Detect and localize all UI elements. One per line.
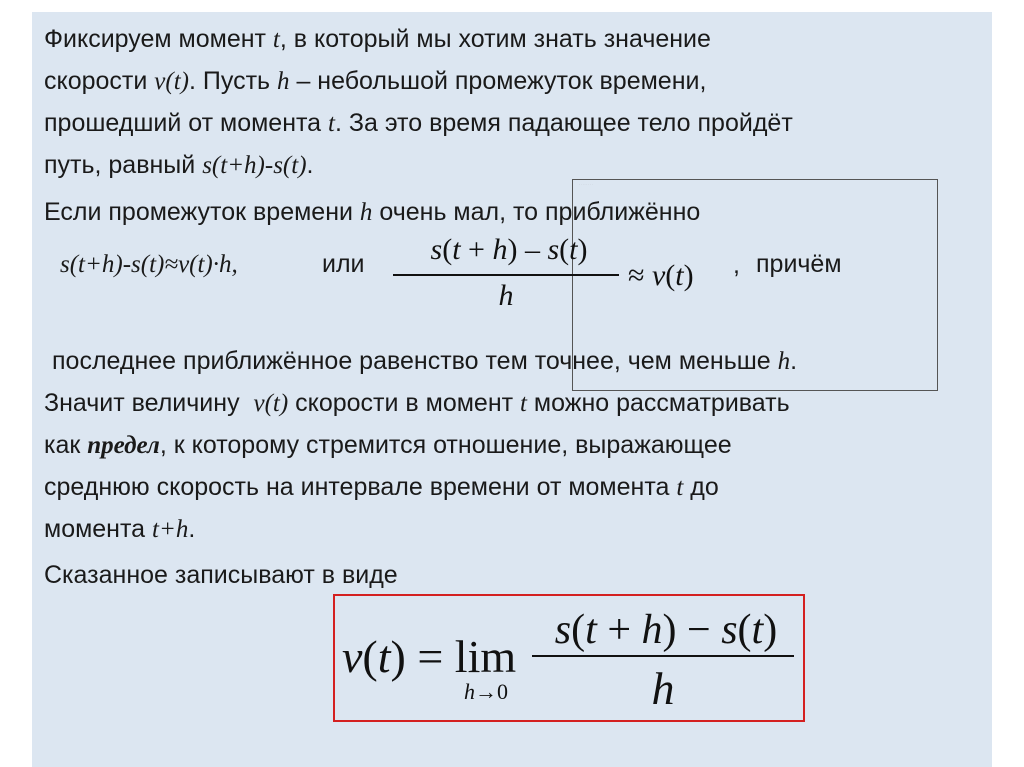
approx-expression: s(t+h)-s(t)≈v(t)·h, (60, 251, 238, 278)
formula-limit-subscript: h→0 (464, 679, 508, 704)
or-word: или (322, 250, 365, 278)
paragraph3-line4: среднюю скорость на интервале времени от момента t до (44, 473, 719, 501)
approx-velocity: ≈ v(t) (628, 259, 694, 292)
paragraph1-line2: скорости v(t). Пусть h – небольшой промежуток времени, (44, 67, 707, 95)
formula-numerator: s(t + h) − s(t) (554, 607, 778, 653)
frame-caption: · · · · · · · · (579, 182, 593, 186)
paragraph1-line3: прошедший от момента t. За это время падающее тело пройдёт (44, 109, 793, 137)
paragraph3-line1: последнее приближённое равенство тем точнее, чем меньше h. (52, 347, 798, 375)
formula-fraction-bar (532, 655, 794, 657)
prichem-word: причём (756, 250, 842, 278)
paragraph1-line1: Фиксируем момент t, в который мы хотим знать значение (44, 25, 711, 53)
difference-quotient (393, 232, 625, 322)
difference-quotient-numerator: s(t + h) – s(t) (430, 233, 588, 266)
paragraph3-line3: как предел, к которому стремится отношение, выражающее (44, 431, 732, 459)
paragraph2-line1: Если промежуток времени h очень мал, то приближённо (44, 198, 701, 226)
formula-denominator: h (651, 663, 675, 714)
paragraph3-line5: момента t+h. (44, 515, 196, 543)
formula-lhs: v(t) = lim (342, 631, 517, 682)
paragraph3-line2: Значит величину v(t) скорости в момент t можно рассматривать (44, 389, 790, 417)
paragraph1-line4: путь, равный s(t+h)-s(t). (44, 151, 314, 179)
comma: , (733, 251, 740, 279)
paragraph4-line1: Сказанное записывают в виде (44, 561, 398, 589)
difference-quotient-denominator: h (498, 279, 514, 312)
fraction-bar (393, 274, 619, 276)
